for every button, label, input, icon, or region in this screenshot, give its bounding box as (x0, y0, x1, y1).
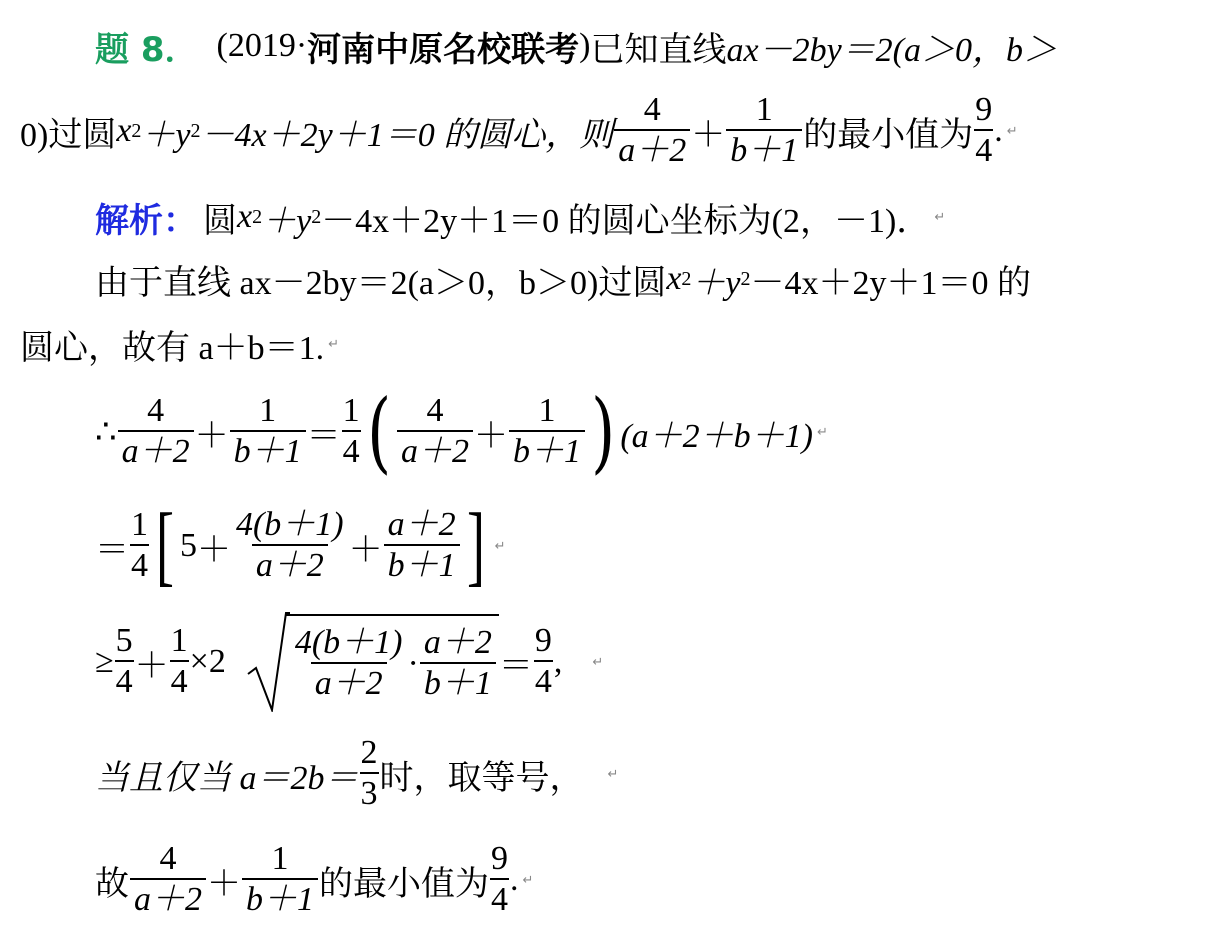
source-close: ) (579, 27, 591, 64)
fraction: $\frac{a+2}{b+1}$ (420, 624, 496, 704)
solution-line-6 (95, 612, 603, 712)
plus-sign: ＋ (348, 531, 383, 569)
solution-line-4 (95, 380, 828, 483)
plus-sign: ＋ (196, 531, 231, 569)
plus-sign: ＋ (473, 417, 508, 455)
equals-sign: ＝ (306, 417, 341, 455)
comma: , (553, 643, 563, 680)
circle-x: x (666, 260, 682, 297)
paragraph-mark: ↵ (816, 424, 828, 440)
fraction: $\frac{1}{b+1}$ (242, 840, 318, 920)
fraction: $\frac{1}{b+1}$ (230, 392, 306, 472)
hence-text: 故 (95, 865, 129, 903)
solution-line-1: 解析： 圆 x 2 ＋y 2 －4x＋2y＋1＝0 的圆心坐标为(2，－1)． ↵ (95, 195, 945, 239)
paragraph-mark: ↵ (494, 538, 506, 554)
paragraph-mark: ↵ (328, 336, 339, 352)
radical-sign-icon (244, 612, 290, 712)
paragraph-mark: ↵ (934, 209, 946, 225)
paragraph-mark: ↵ (607, 766, 619, 782)
solution-line-5 (95, 496, 506, 595)
solution-label: 解析： (95, 200, 197, 241)
fraction: $\frac{4}{a+2}$ (397, 392, 473, 472)
problem-label: 题 8． (95, 29, 199, 70)
fraction: $\frac{4(b+1)}{a+2}$ (235, 506, 344, 584)
fraction: $\frac{1}{4}$ (170, 622, 188, 700)
plus-sign: ＋ (134, 647, 169, 685)
therefore-sign: ∴ (95, 414, 117, 451)
geq-sign: ≥ (95, 643, 114, 680)
period: . (994, 112, 1003, 149)
plus-sign: ＋ (691, 116, 726, 154)
circle-rest: －4x＋2y＋1＝0 的圆心，则 (200, 116, 614, 154)
source-open: (2019· (216, 27, 308, 64)
paragraph-mark: ↵ (522, 872, 534, 888)
left-paren: ( (366, 380, 391, 483)
plus-sign: ＋ (194, 417, 229, 455)
left-bracket: [ (155, 496, 174, 595)
problem-line-2: 0)过圆 x 2 ＋y 2 －4x＋2y＋1＝0 的圆心，则 $\frac{4}{a+2}$ ＋ $\frac{1}{b+1}$ 的最小值为 $\frac{9}{4}$ . ↵ (20, 91, 1018, 169)
circle-x: x (116, 112, 132, 149)
solution-line-2: 由于直线 ax－2by＝2(a＞0，b＞0)过圆 x 2 ＋y 2 －4x＋2y＋1＝0 的 (95, 257, 1031, 301)
fraction: $\frac{1}{b+1}$ (509, 392, 585, 472)
circle-x: x (237, 198, 253, 235)
fraction: $\frac{4}{a+2}$ (130, 840, 206, 920)
fraction: $\frac{4}{a+2}$ (118, 392, 194, 472)
fraction: $\frac{4}{a+2}$ (614, 91, 690, 171)
answer-fraction: $\frac{9}{4}$ (975, 91, 993, 169)
right-bracket: ] (466, 496, 485, 595)
fraction: $\frac{a+2}{b+1}$ (384, 506, 460, 586)
square-root (244, 612, 499, 712)
source-name: 河南中原名校联考 (307, 29, 580, 70)
line2-start: 0)过圆 (20, 116, 117, 154)
intro-text: 已知直线 (590, 31, 727, 69)
plus-sign: ＋ (207, 865, 241, 903)
circle-y: ＋y (141, 116, 191, 154)
when-tail: 时，取等号， (379, 759, 584, 797)
right-paren: ) (591, 380, 616, 483)
s1-text: 圆 (203, 202, 237, 240)
fraction: $\frac{4(b+1)}{a+2}$ (294, 624, 403, 702)
fraction: $\frac{1}{4}$ (342, 392, 360, 470)
final-text: 的最小值为 (319, 865, 489, 903)
radicand (286, 614, 499, 712)
s1-tail: －4x＋2y＋1＝0 的圆心坐标为(2，－1)． (321, 202, 931, 240)
line-equation: ax－2by＝2(a＞0，b＞ (726, 31, 1057, 69)
paragraph-mark: ↵ (1006, 123, 1018, 139)
equals-sign: ＝ (95, 531, 129, 569)
s4-tail: (a＋2＋b＋1) (620, 417, 813, 455)
s2-tail: －4x＋2y＋1＝0 的 (750, 264, 1032, 302)
five: 5 (179, 527, 197, 564)
circle-y: ＋y (262, 202, 312, 240)
equals-sign: ＝ (498, 647, 533, 685)
s3-text: 圆心，故有 a＋b＝1. (20, 329, 325, 367)
fraction: $\frac{9}{4}$ (534, 622, 552, 700)
fraction: $\frac{1}{4}$ (131, 506, 148, 584)
circle-y: ＋y (691, 264, 741, 302)
period: . (510, 861, 519, 898)
fraction: $\frac{1}{b+1}$ (726, 91, 802, 171)
ask-text: 的最小值为 (803, 116, 974, 154)
answer-fraction: $\frac{9}{4}$ (491, 840, 508, 918)
times-two: ×2 (189, 643, 226, 680)
solution-line-7 (95, 730, 618, 818)
when-text: 当且仅当 a＝2b＝ (95, 759, 359, 797)
solution-line-3 (20, 322, 339, 366)
s2-text: 由于直线 ax－2by＝2(a＞0，b＞0)过圆 (95, 264, 667, 302)
fraction: $\frac{2}{3}$ (360, 734, 378, 812)
problem-line-1 (95, 24, 1057, 68)
dot-operator: · (407, 645, 419, 682)
fraction: $\frac{5}{4}$ (115, 622, 133, 700)
solution-line-8 (95, 836, 533, 924)
paragraph-mark: ↵ (592, 654, 604, 670)
